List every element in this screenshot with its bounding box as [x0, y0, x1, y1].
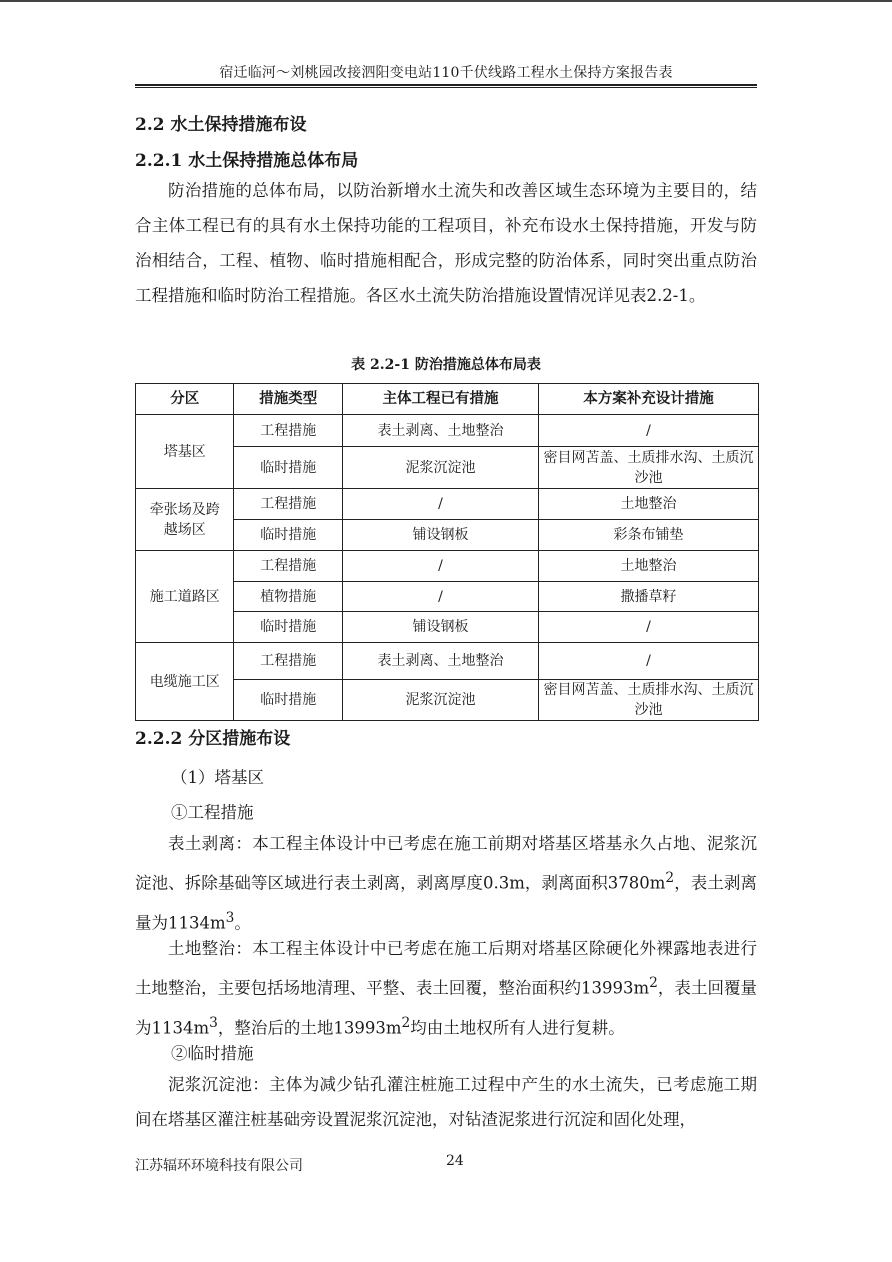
supplement-cell: 彩条布铺垫 [538, 520, 758, 551]
table-row [136, 415, 759, 447]
type-cell: 临时措施 [234, 680, 343, 721]
type-cell: 临时措施 [234, 520, 343, 551]
existing-cell: 泥浆沉淀池 [342, 447, 538, 489]
existing-cell: / [342, 582, 538, 612]
supplement-cell: 土地整治 [538, 551, 758, 582]
zone-cell: 牵张场及跨越场区 [136, 489, 234, 551]
existing-cell: 表土剥离、土地整治 [342, 643, 538, 680]
type-cell: 临时措施 [234, 612, 343, 643]
heading-2-2-2: 2.2.2 分区措施布设 [135, 729, 291, 749]
supplement-cell: 密目网苫盖、土质排水沟、土质沉沙池 [538, 447, 758, 489]
type-cell: 临时措施 [234, 447, 343, 489]
existing-cell: 铺设钢板 [342, 612, 538, 643]
existing-cell: 表土剥离、土地整治 [342, 415, 538, 447]
table-row [136, 643, 759, 680]
subsection-tower-zone: （1）塔基区 [171, 768, 264, 787]
text-run: 土地整治：本工程主体设计中已考虑在施工后期对塔基区除硬化外裸露地表进行土地整治，主要包括场地清理、平整、表土回覆，整治面积约13993m [135, 939, 757, 998]
existing-cell: 泥浆沉淀池 [342, 680, 538, 721]
mud-settling-paragraph: 泥浆沉淀池：主体为减少钻孔灌注桩施工过程中产生的水土流失，已考虑施工期间在塔基区灌注桩基础旁设置泥浆沉淀池，对钻渣泥浆进行沉淀和固化处理， [135, 1075, 757, 1129]
page-number: 24 [446, 1153, 464, 1169]
topsoil-stripping-paragraph [135, 826, 757, 940]
temporary-measures-label: ②临时措施 [171, 1044, 254, 1063]
zone-cell: 电缆施工区 [136, 643, 234, 721]
engineering-measures-label: ①工程措施 [171, 803, 254, 822]
header-rule-thin [135, 87, 757, 88]
existing-cell: / [342, 489, 538, 520]
table-header-row [136, 384, 759, 415]
heading-2-2: 2.2 水土保持措施布设 [135, 115, 307, 135]
type-cell: 工程措施 [234, 643, 343, 680]
intro-paragraph: 防治措施的总体布局，以防治新增水土流失和改善区域生态环境为主要目的，结合主体工程已有的具有水土保持功能的工程项目，补充布设水土保持措施，开发与防治相结合，工程、植物、临时措施相配合，形成完整的防治体系，同时突出重点防治工程措施和临时防治工程措施。各区水土流失防治措施设置情况详见表2.2-1。 [135, 181, 757, 305]
superscript: 2 [649, 975, 658, 991]
company-name: 江苏辐环环境科技有限公司 [135, 1158, 303, 1174]
zone-cell: 塔基区 [136, 415, 234, 489]
zone-cell: 施工道路区 [136, 551, 234, 643]
superscript: 2 [401, 1014, 411, 1031]
supplement-cell: 撒播草籽 [538, 582, 758, 612]
supplement-cell: / [538, 612, 758, 643]
type-cell: 工程措施 [234, 415, 343, 447]
col-header-existing: 主体工程已有措施 [342, 384, 538, 415]
superscript: 3 [225, 909, 235, 926]
col-header-type: 措施类型 [234, 384, 343, 415]
text-run: 。 [234, 913, 251, 932]
type-cell: 工程措施 [234, 489, 343, 520]
header-rule [135, 84, 757, 86]
text-run: 均由土地权所有人进行复耕。 [410, 1018, 625, 1037]
supplement-cell: / [538, 643, 758, 680]
text-run: ，表土回覆量为1134m [135, 978, 758, 1037]
superscript: 2 [665, 870, 675, 886]
text-run: ，整治后的土地13993m [217, 1018, 402, 1037]
text-run: ，表土剥离量为1134m [135, 873, 758, 932]
table-row [136, 551, 759, 582]
top-border [0, 0, 892, 2]
type-cell: 工程措施 [234, 551, 343, 582]
existing-cell: / [342, 551, 538, 582]
measures-layout-table [135, 383, 759, 721]
table-row [136, 489, 759, 520]
text-run: 表土剥离：本工程主体设计中已考虑在施工前期对塔基区塔基永久占地、泥浆沉淀池、拆除基础等区域进行表土剥离，剥离厚度0.3m，剥离面积3780m [135, 834, 757, 893]
heading-2-2-1: 2.2.1 水土保持措施总体布局 [135, 151, 359, 171]
page-header: 宿迁临河～刘桃园改接泗阳变电站110千伏线路工程水土保持方案报告表 [219, 65, 673, 81]
type-cell: 植物措施 [234, 582, 343, 612]
superscript: 3 [209, 1014, 218, 1031]
existing-cell: 铺设钢板 [342, 520, 538, 551]
land-rehabilitation-paragraph [135, 931, 757, 1045]
supplement-cell: / [538, 415, 758, 447]
supplement-cell: 土地整治 [538, 489, 758, 520]
col-header-supplement: 本方案补充设计措施 [538, 384, 758, 415]
table-caption: 表 2.2-1 防治措施总体布局表 [351, 357, 541, 373]
col-header-zone: 分区 [136, 384, 234, 415]
supplement-cell: 密目网苫盖、土质排水沟、土质沉沙池 [538, 680, 758, 721]
